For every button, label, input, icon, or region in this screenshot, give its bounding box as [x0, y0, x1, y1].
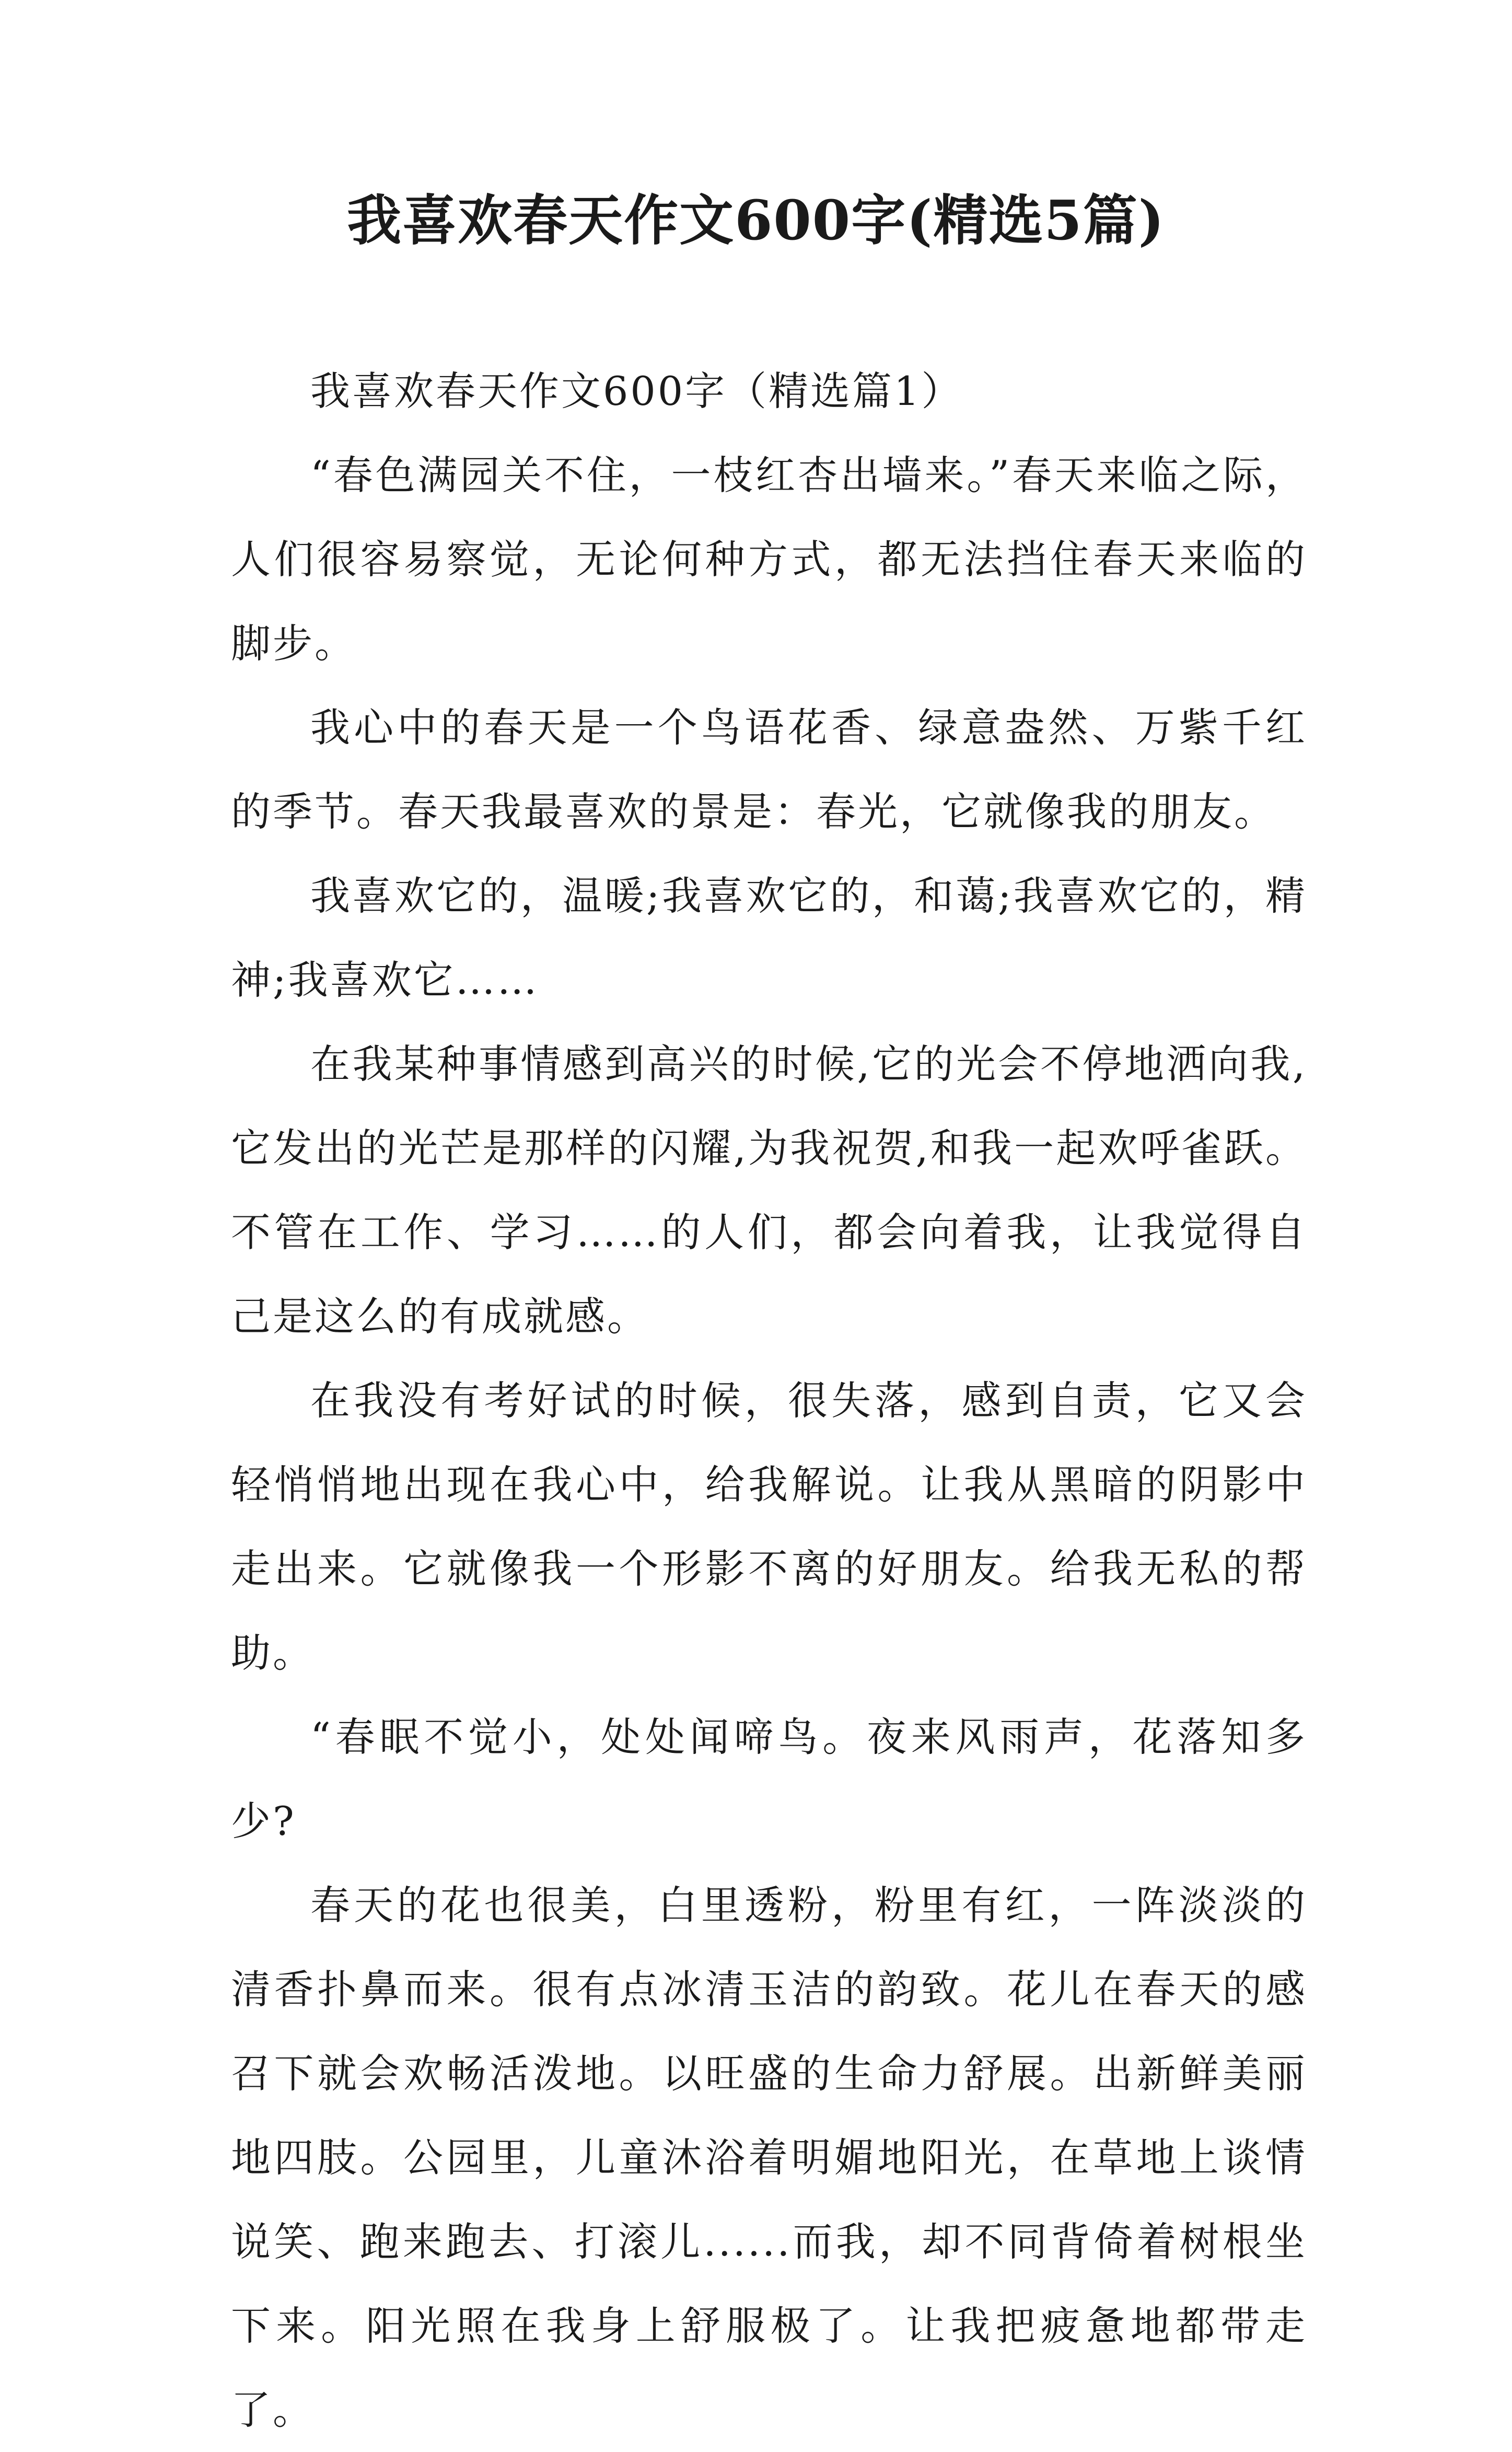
section-heading: 我喜欢春天作文600字（精选篇1）: [310, 368, 963, 414]
paragraph: 在我某种事情感到高兴的时候,它的光会不停地洒向我,它发出的光芒是那样的闪耀,为我祝贺,和我一起欢呼雀跃。不管在工作、学习……的人们，都会向着我，让我觉得自己是这么的有成就感。: [231, 1041, 1307, 1340]
document-title: 我喜欢春天作文600字(精选5篇): [347, 188, 1165, 252]
paragraph: “春眠不觉小，处处闻啼鸟。夜来风雨声，花落知多少?: [231, 1714, 1307, 1844]
paragraph: “春色满园关不住，一枝红杏出墙来。”春天来临之际，人们很容易察觉，无论何种方式，都无法挡住春天来临的脚步。: [231, 452, 1307, 667]
paragraph: 在我没有考好试的时候，很失落，感到自责，它又会轻悄悄地出现在我心中，给我解说。让我从黑暗的阴影中走出来。它就像我一个形影不离的好朋友。给我无私的帮助。: [231, 1377, 1307, 1676]
paragraph: 我心中的春天是一个鸟语花香、绿意盎然、万紫千红的季节。春天我最喜欢的景是：春光，它就像我的朋友。: [231, 704, 1307, 835]
document-body: [231, 349, 1307, 2452]
paragraph: 春天的花也很美，白里透粉，粉里有红，一阵淡淡的清香扑鼻而来。很有点冰清玉洁的韵致。花儿在春天的感召下就会欢畅活泼地。以旺盛的生命力舒展。出新鲜美丽地四肢。公园里，儿童沐浴着明媚地阳光，在草地上谈情说笑、跑来跑去、打滚儿......而我，却不同背倚着树根坐下来。阳光照在我身上舒服极了。让我把疲惫地都带走了。: [231, 1882, 1307, 2433]
paragraph: 我喜欢它的，温暖;我喜欢它的，和蔼;我喜欢它的，精神;我喜欢它……: [231, 873, 1307, 1003]
